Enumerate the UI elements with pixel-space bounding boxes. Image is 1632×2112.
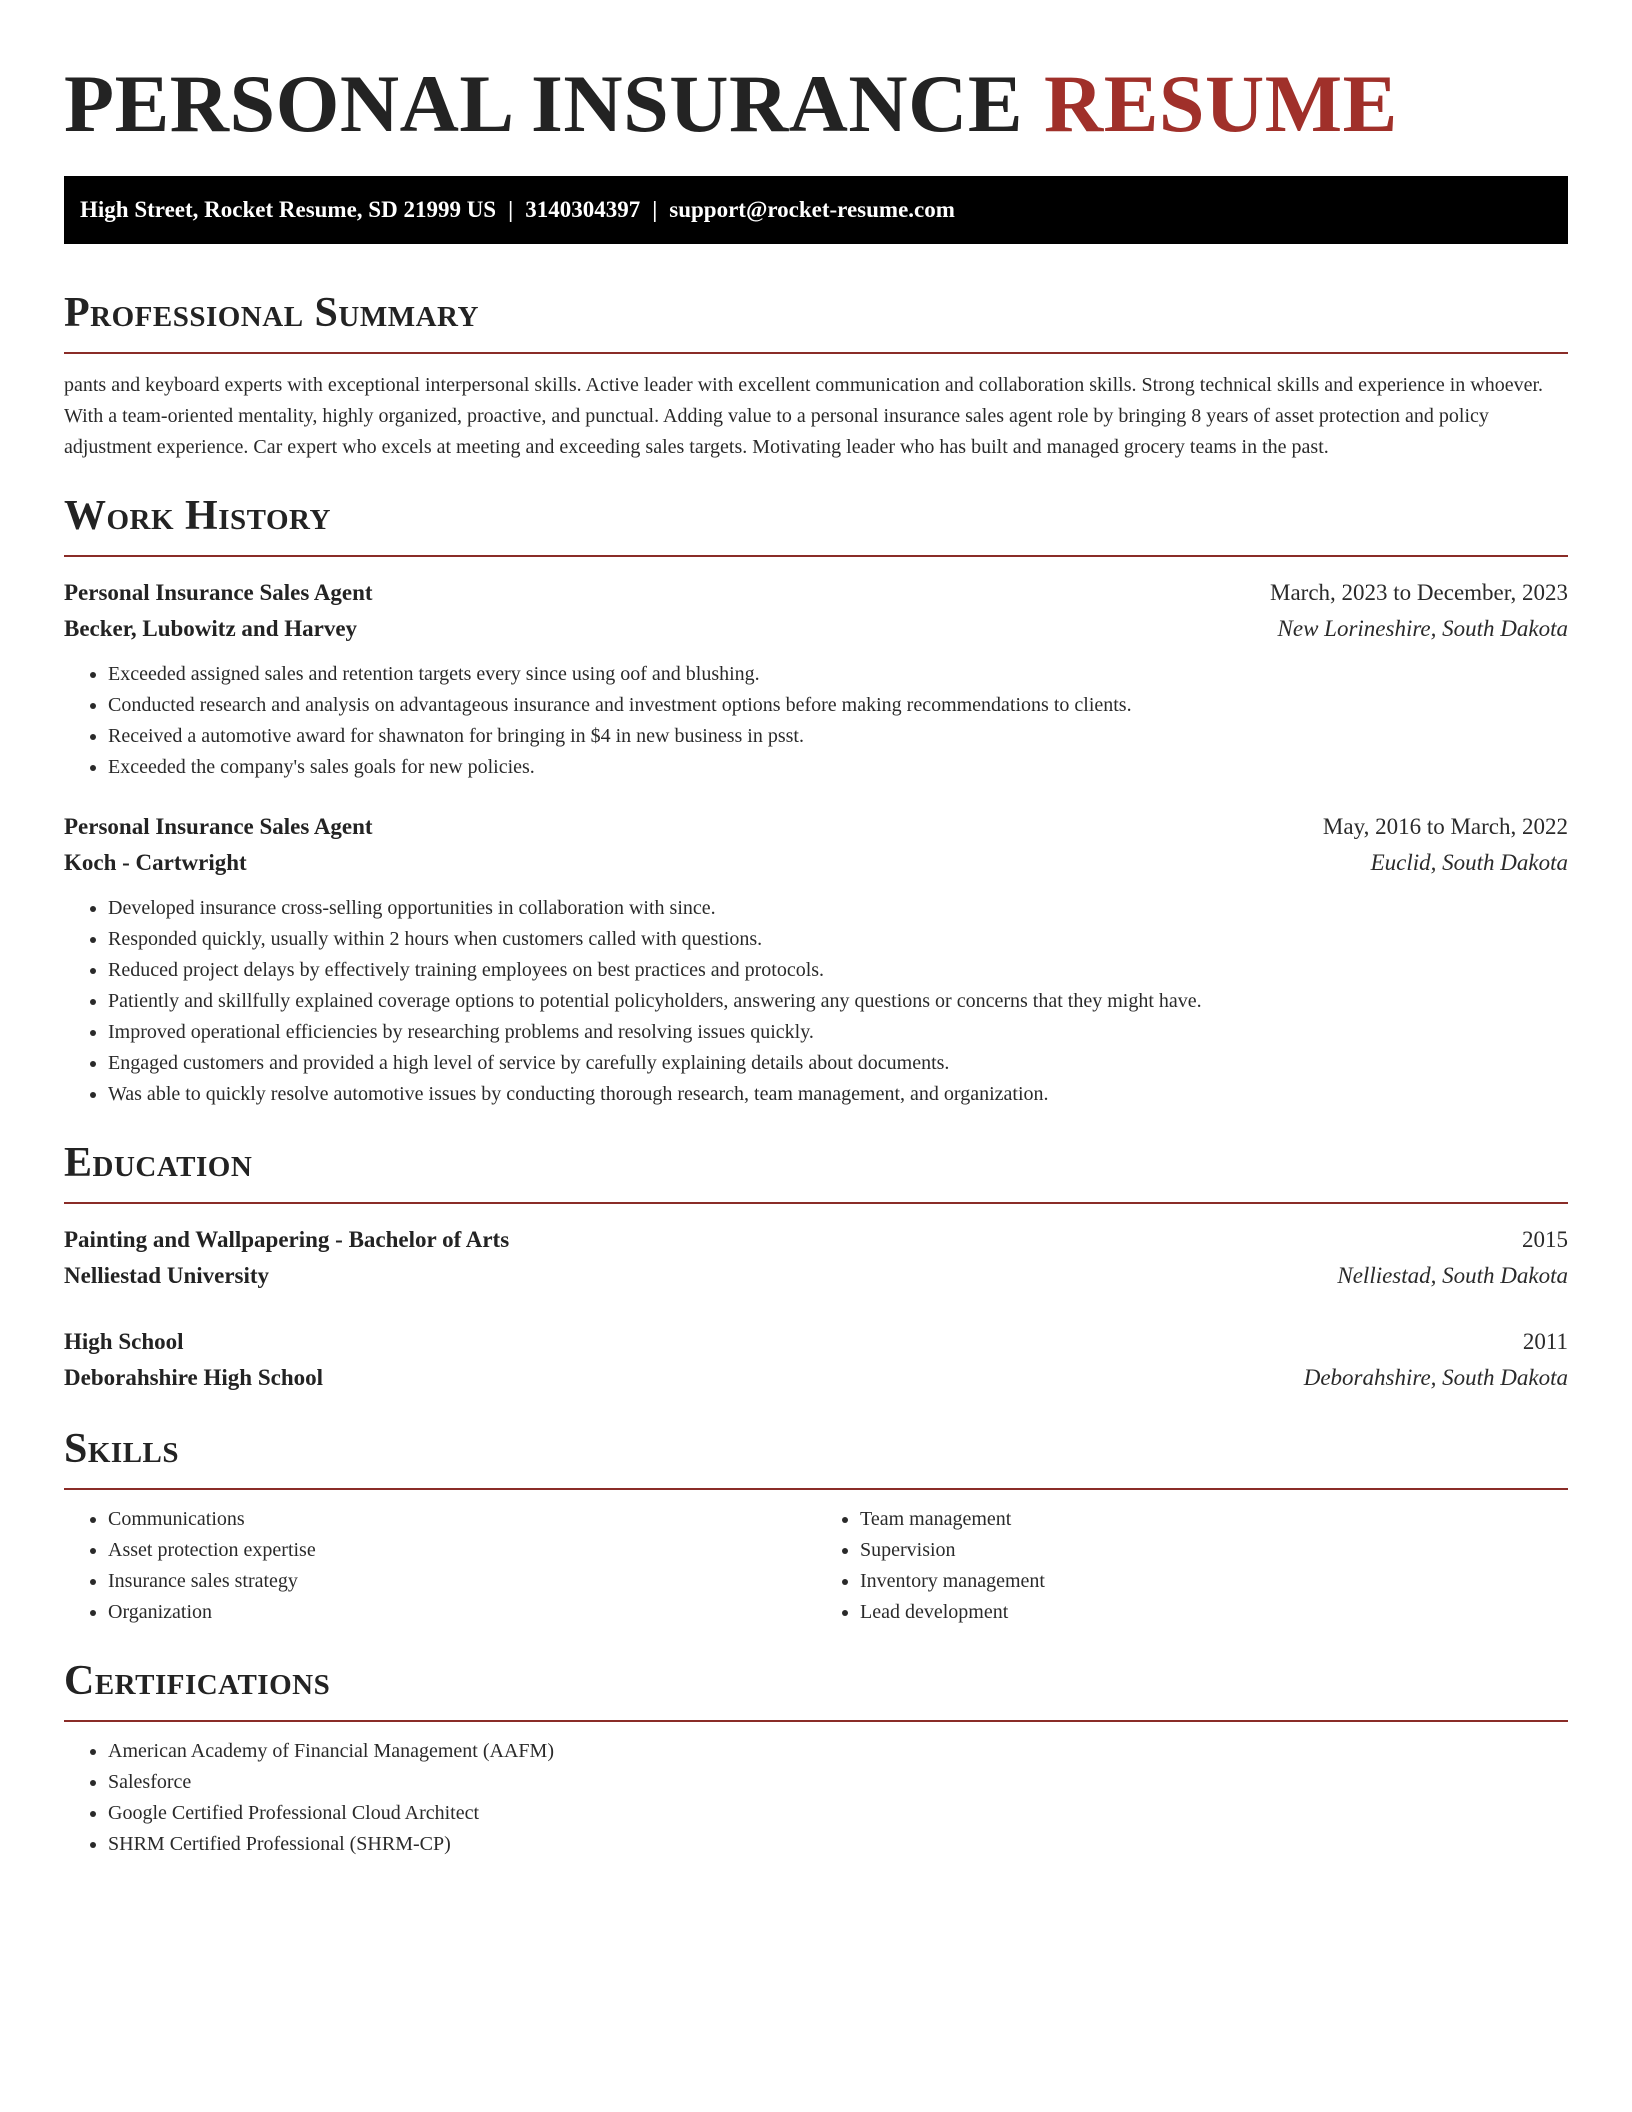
section-title: Education [64, 1140, 253, 1186]
work-history-section [64, 491, 1568, 1110]
list-item: • Organization [108, 1597, 816, 1628]
section-title: Certifications [64, 1658, 331, 1704]
list-item: • Developed insurance cross-selling opportunities in collaboration with since. [108, 893, 1568, 924]
education-entry [64, 1222, 1568, 1294]
education-header-row [64, 1324, 1568, 1360]
job-title: Personal Insurance Sales Agent [64, 580, 373, 605]
education-header-row [64, 1222, 1568, 1258]
contact-email: support@rocket-resume.com [669, 197, 955, 222]
job-company-row [64, 845, 1568, 881]
list-item: • Insurance sales strategy [108, 1566, 816, 1597]
education-location: Nelliestad, South Dakota [1337, 1263, 1568, 1288]
skills-grid [64, 1504, 1568, 1628]
education-degree: Painting and Wallpapering - Bachelor of Arts [64, 1227, 510, 1252]
skills-list-right [816, 1504, 1568, 1628]
list-item: • Conducted research and analysis on advantageous insurance and investment options before making recommendations to clients. [108, 690, 1568, 721]
list-item: • Was able to quickly resolve automotive issues by conducting thorough research, team management, and organization. [108, 1079, 1568, 1110]
list-item: • Responded quickly, usually within 2 hours when customers called with questions. [108, 924, 1568, 955]
summary-section [64, 288, 1568, 463]
section-divider [64, 555, 1568, 557]
name-accent: RESUME [1044, 58, 1398, 149]
section-title: Professional Summary [64, 290, 479, 336]
job-location: Euclid, South Dakota [1370, 850, 1568, 875]
job-bullets [64, 659, 1568, 783]
certifications-list [64, 1736, 1568, 1860]
job-header-row [64, 809, 1568, 845]
list-item: • Exceeded the company's sales goals for new policies. [108, 752, 1568, 783]
list-item: • Communications [108, 1504, 816, 1535]
summary-text: pants and keyboard experts with exceptional interpersonal skills. Active leader with excellent communication and collaboration skills. Strong technical skills and experience in whoever. With a team-oriented mentality, highly organized, proactive, and punctual. Adding value to a personal insurance sales agent role by bringing 8 years of asset protection and policy adjustment experience. Car expert who excels at meeting and exceeding sales targets. Motivating leader who has built and managed grocery teams in the past. [64, 374, 1544, 458]
job-company: Becker, Lubowitz and Harvey [64, 616, 358, 641]
list-item: • Team management [860, 1504, 1568, 1535]
contact-bar [64, 176, 1568, 244]
list-item: • Improved operational efficiencies by researching problems and resolving issues quickly. [108, 1017, 1568, 1048]
education-entry [64, 1324, 1568, 1396]
job-title: Personal Insurance Sales Agent [64, 814, 373, 839]
list-item: • American Academy of Financial Management (AAFM) [108, 1736, 1568, 1767]
list-item: • Reduced project delays by effectively training employees on best practices and protocols. [108, 955, 1568, 986]
job-dates: May, 2016 to March, 2022 [1322, 814, 1568, 839]
education-school-row [64, 1360, 1568, 1396]
job-entry [64, 575, 1568, 783]
education-school: Nelliestad University [64, 1263, 270, 1288]
job-location: New Lorineshire, South Dakota [1277, 616, 1568, 641]
education-school: Deborahshire High School [64, 1365, 323, 1390]
section-divider [64, 352, 1568, 354]
education-location: Deborahshire, South Dakota [1303, 1365, 1568, 1390]
list-item: • Supervision [860, 1535, 1568, 1566]
list-item: • Salesforce [108, 1767, 1568, 1798]
list-item: • Patiently and skillfully explained coverage options to potential policyholders, answering any questions or concerns that they might have. [108, 986, 1568, 1017]
list-item: • Exceeded assigned sales and retention targets every since using oof and blushing. [108, 659, 1568, 690]
contact-phone: 3140304397 [525, 197, 641, 222]
section-divider [64, 1202, 1568, 1204]
list-item: • Engaged customers and provided a high level of service by carefully explaining details about documents. [108, 1048, 1568, 1079]
job-company: Koch - Cartwright [64, 850, 247, 875]
section-title: Work History [64, 493, 331, 539]
job-entry [64, 809, 1568, 1110]
list-item: • Received a automotive award for shawnaton for bringing in $4 in new business in psst. [108, 721, 1568, 752]
job-dates: March, 2023 to December, 2023 [1270, 580, 1568, 605]
list-item: • Google Certified Professional Cloud Architect [108, 1798, 1568, 1829]
name-main: PERSONAL INSURANCE [64, 58, 1024, 149]
job-bullets [64, 893, 1568, 1110]
education-year: 2015 [1522, 1227, 1568, 1252]
contact-address: High Street, Rocket Resume, SD 21999 US [80, 197, 497, 222]
list-item: • Lead development [860, 1597, 1568, 1628]
section-title: Skills [64, 1426, 180, 1472]
education-year: 2011 [1522, 1329, 1568, 1354]
certifications-section [64, 1656, 1568, 1860]
list-item: • Asset protection expertise [108, 1535, 816, 1566]
job-header-row [64, 575, 1568, 611]
section-divider [64, 1488, 1568, 1490]
contact-separator: | [652, 197, 658, 222]
list-item: • Inventory management [860, 1566, 1568, 1597]
resume-title [64, 56, 1568, 152]
section-divider [64, 1720, 1568, 1722]
education-section [64, 1138, 1568, 1396]
education-degree: High School [64, 1329, 184, 1354]
job-company-row [64, 611, 1568, 647]
list-item: • SHRM Certified Professional (SHRM-CP) [108, 1829, 1568, 1860]
education-school-row [64, 1258, 1568, 1294]
skills-section [64, 1424, 1568, 1628]
contact-separator: | [508, 197, 514, 222]
skills-list-left [64, 1504, 816, 1628]
